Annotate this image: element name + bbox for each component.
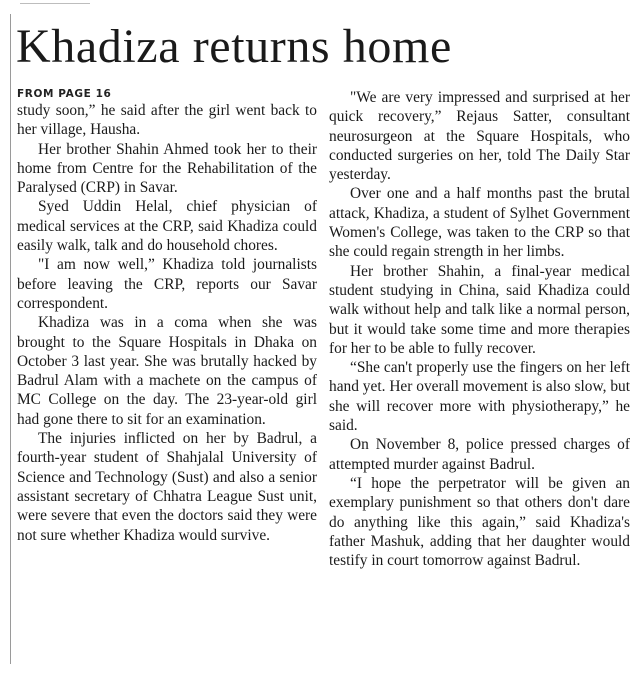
paragraph: Over one and a half months past the brutal attack, Khadiza, a student of Sylhet Government Women's College, was taken to the CRP so that she could regain strength in her limbs. <box>329 185 630 261</box>
column-rule <box>10 14 11 664</box>
previous-article-fragment <box>20 0 90 4</box>
paragraph: Syed Uddin Helal, chief physician of medical services at the CRP, said Khadiza could easily walk, talk and do household chores. <box>17 198 317 255</box>
paragraph: Her brother Shahin Ahmed took her to their home from Centre for the Rehabilitation of the Paralysed (CRP) in Savar. <box>17 140 317 197</box>
paragraph: “I hope the perpetrator will be given an exemplary punishment so that others don't dare do anything like this again,” said Khadiza's father Mashuk, adding that her daughter would testify in court tomorrow against Badrul. <box>329 474 630 570</box>
paragraph: "I am now well,” Khadiza told journalists before leaving the CRP, reports our Savar correspondent. <box>17 256 317 312</box>
paragraph: "We are very impressed and surprised at her quick recovery,” Rejaus Satter, consultant neurosurgeon at the Square Hospitals, who conducted surgeries on her, told The Daily Star yesterday. <box>329 89 630 184</box>
jump-kicker: FROM PAGE 16 <box>17 88 112 100</box>
paragraph: On November 8, police pressed charges of attempted murder against Badrul. <box>329 436 630 473</box>
article-column-right <box>329 88 630 570</box>
article-column-left <box>17 88 317 545</box>
headline: Khadiza returns home <box>16 20 452 73</box>
paragraph: Khadiza was in a coma when she was brought to the Square Hospitals in Dhaka on October 3 last year. She was brutally hacked by Badrul Alam with a machete on the campus of MC College on the day. The 23-year-old girl had gone there to sit for an examination. <box>17 314 317 428</box>
top-edge-rule <box>0 0 642 6</box>
paragraph: study soon,” he said after the girl went back to her village, Hausha. <box>17 102 317 139</box>
paragraph: “She can't properly use the fingers on her left hand yet. Her overall movement is also slow, but she will recover more with physiotherapy,” he said. <box>329 359 630 435</box>
paragraph: The injuries inflicted on her by Badrul, a fourth-year student of Shahjalal University of Science and Technology (Sust) and also a senior assistant secretary of Chhatra League Sust unit, were severe that even the doctors said they were not sure whether Khadiza would survive. <box>17 430 317 544</box>
paragraph: Her brother Shahin, a final-year medical student studying in China, said Khadiza could walk without help and talk like a normal person, but it would take some time and more therapies for her to be able to fully recover. <box>329 262 630 357</box>
